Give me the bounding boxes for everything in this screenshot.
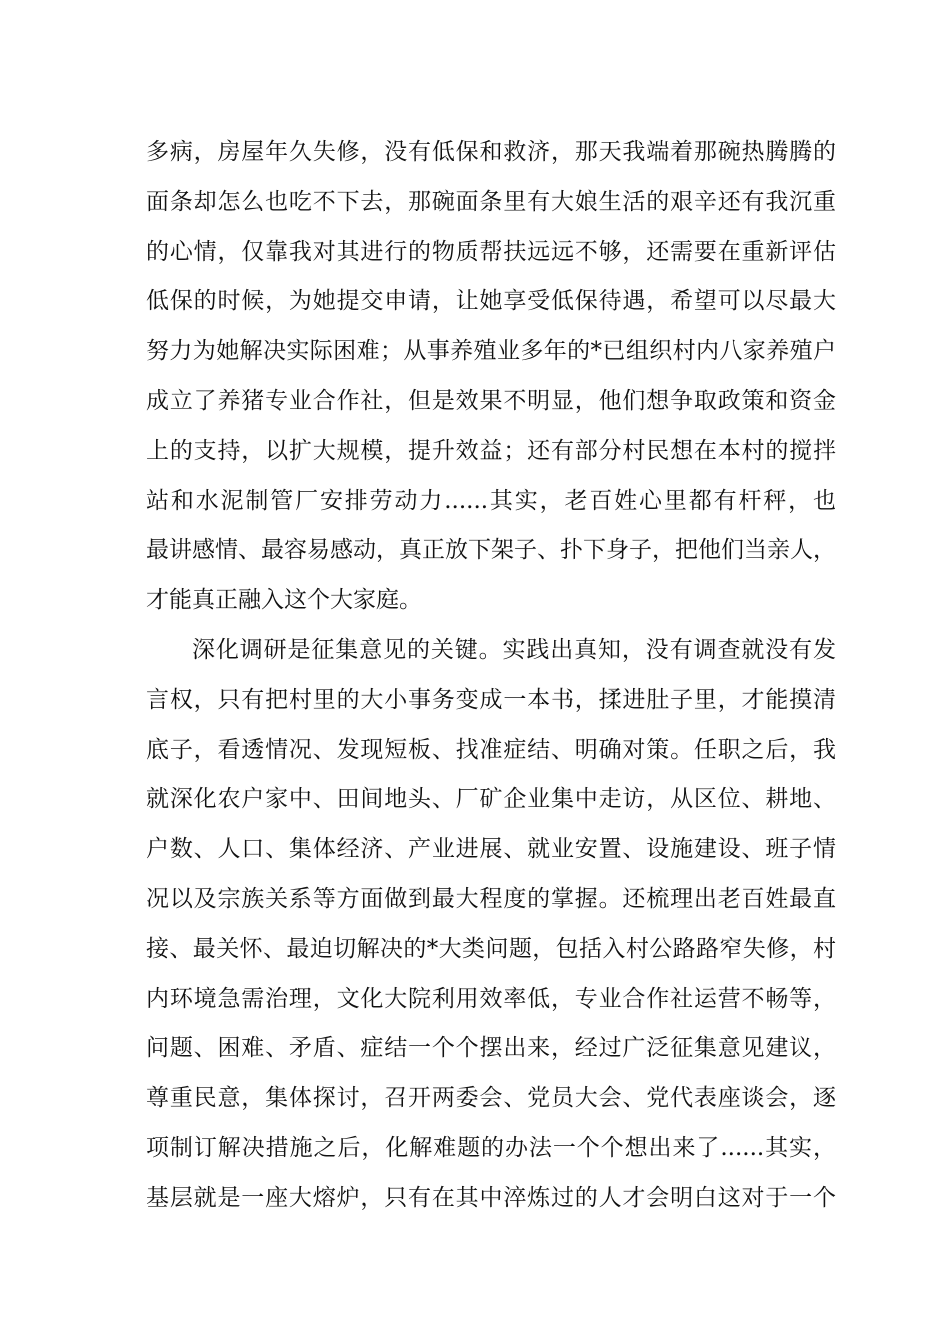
text-line: 接、最关怀、最迫切解决的*大类问题，包括入村公路路窄失修，村 bbox=[146, 935, 836, 962]
text-line: 的心情，仅靠我对其进行的物质帮扶远远不够，还需要在重新评估 bbox=[146, 238, 836, 265]
text-line: 就深化农户家中、田间地头、厂矿企业集中走访，从区位、耕地、 bbox=[146, 786, 836, 813]
text-line: 底子，看透情况、发现短板、找准症结、明确对策。任职之后，我 bbox=[146, 736, 836, 763]
text-line: 内环境急需治理，文化大院利用效率低，专业合作社运营不畅等， bbox=[146, 985, 836, 1012]
text-line: 基层就是一座大熔炉，只有在其中淬炼过的人才会明白这对于一个 bbox=[146, 1184, 836, 1211]
text-line: 言权，只有把村里的大小事务变成一本书，揉进肚子里，才能摸清 bbox=[146, 686, 836, 713]
text-line: 尊重民意，集体探讨，召开两委会、党员大会、党代表座谈会，逐 bbox=[146, 1085, 836, 1112]
text-line: 努力为她解决实际困难；从事养殖业多年的*已组织村内八家养殖户 bbox=[146, 338, 836, 365]
document-body bbox=[146, 128, 836, 1224]
paragraph-start-line: 深化调研是征集意见的关键。实践出真知，没有调查就没有发 bbox=[192, 636, 836, 663]
text-line: 最讲感情、最容易感动，真正放下架子、扑下身子，把他们当亲人， bbox=[146, 537, 836, 564]
text-line: 况以及宗族关系等方面做到最大程度的掌握。还梳理出老百姓最直 bbox=[146, 885, 836, 912]
paragraph-end-line: 才能真正融入这个大家庭。 bbox=[146, 587, 422, 614]
text-line: 面条却怎么也吃不下去，那碗面条里有大娘生活的艰辛还有我沉重 bbox=[146, 188, 836, 215]
text-line: 多病，房屋年久失修，没有低保和救济，那天我端着那碗热腾腾的 bbox=[146, 139, 836, 165]
text-line: 低保的时候，为她提交申请，让她享受低保待遇，希望可以尽最大 bbox=[146, 288, 836, 315]
text-line: 项制订解决措施之后，化解难题的办法一个个想出来了......其实， bbox=[146, 1134, 836, 1161]
text-line: 成立了养猪专业合作社，但是效果不明显，他们想争取政策和资金 bbox=[146, 387, 836, 414]
text-line: 站和水泥制管厂安排劳动力......其实，老百姓心里都有杆秤，也 bbox=[146, 487, 836, 514]
text-line: 问题、困难、矛盾、症结一个个摆出来，经过广泛征集意见建议， bbox=[146, 1035, 836, 1062]
text-line: 户数、人口、集体经济、产业进展、就业安置、设施建设、班子情 bbox=[146, 836, 836, 863]
text-line: 上的支持，以扩大规模，提升效益；还有部分村民想在本村的搅拌 bbox=[146, 437, 836, 464]
